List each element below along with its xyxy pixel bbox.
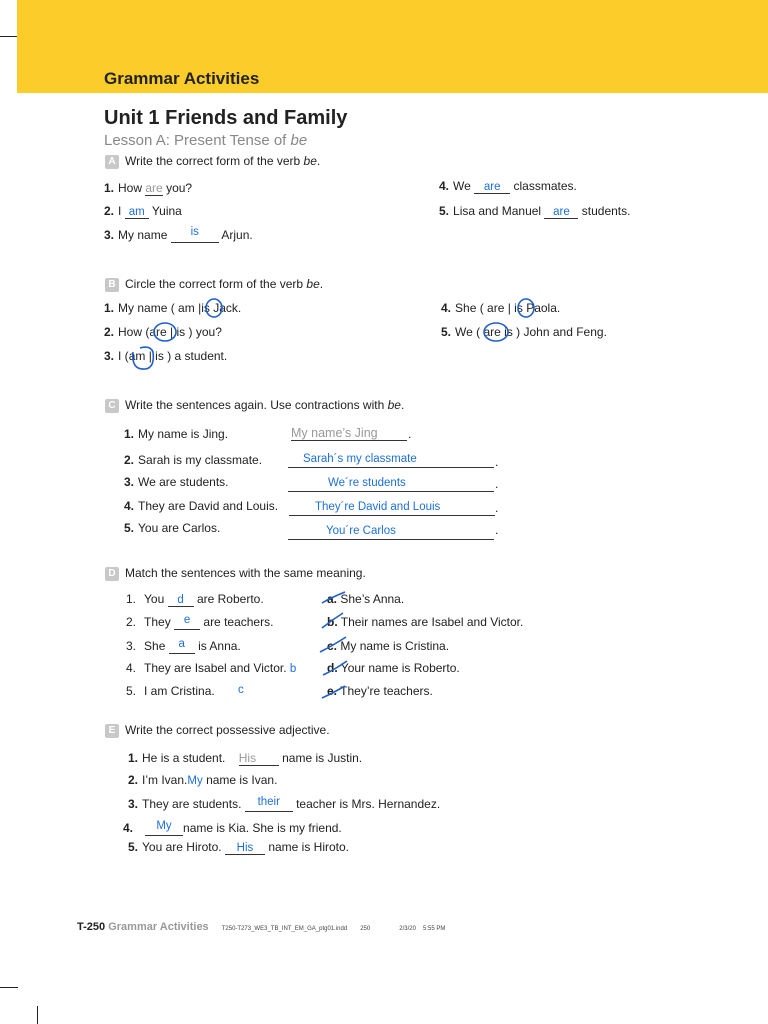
handwritten-answer: are [483,181,501,193]
crop-mark [0,36,18,37]
handwritten-answer: am [128,206,145,218]
section-e-instruction: E Write the correct possessive adjective. [105,723,330,738]
section-c-item-2: 2. Sarah is my classmate. [124,453,263,467]
section-a-item-2: 2. I am Yuina [104,204,182,218]
answer-line [289,497,495,516]
section-d-instruction: D Match the sentences with the same meaning. [105,566,366,581]
section-c-item-1: 1. My name is Jing. [124,427,229,441]
section-c-badge: C [105,399,119,413]
section-d-right-item: a. She’s Anna. [327,592,405,606]
footer-title: Grammar Activities [108,921,209,933]
handwritten-answer: are [553,206,570,218]
footer-file: T250-T273_WE3_TB_INT_EM_GA_ptg01.indd [221,926,348,932]
period: . [495,501,499,515]
section-a-item-1: 1. How are you? [104,181,193,195]
section-a-instruction: A Write the correct form of the verb be. [105,154,320,169]
section-d-left-item: 1. You d are Roberto. [126,592,264,606]
handwritten-answer: My [187,775,203,787]
section-c-item-3: 3. We are students. [124,475,229,489]
handwritten-answer: c [238,684,244,696]
period: . [408,427,412,441]
handwritten-answer: b [289,663,297,675]
answer-line [288,521,494,540]
footer [77,921,445,933]
period: . [495,523,499,537]
section-d-left-item: 4. They are Isabel and Victor. b [126,661,297,675]
section-d-right-item: c. My name is Cristina. [327,639,450,653]
section-b-item-2: 2. How (are | is ) you? [104,325,222,339]
circled-option: are [483,325,501,339]
section-b-item-4: 4. She ( are | is Paola. [441,301,561,315]
sample-answer: My name’s Jing [291,426,407,441]
handwritten-answer: You´re Carlos [326,525,396,537]
circled-option: is [201,301,210,315]
handwritten-answer: e [183,614,191,626]
circled-option: am [128,349,146,363]
section-d-right-item: d. Your name is Roberto. [327,661,460,675]
section-d-right-item: b. Their names are Isabel and Victor. [327,615,524,629]
sample-answer: are [145,181,163,195]
section-b-item-5: 5. We ( are is ) John and Feng. [441,325,607,339]
section-a-item-4: 4. We are classmates. [439,179,577,193]
handwritten-answer: d [177,594,184,606]
handwritten-answer: is [190,226,199,238]
footer-file-page: 250 [360,926,371,932]
footer-date: 2/3/20 [399,926,416,932]
section-e-item-4: 4. My name is Kia. She is my friend. [123,820,342,835]
section-e-item-5: 5. You are Hiroto. His name is Hiroto. [128,840,350,854]
answer-line [288,449,494,468]
page-header-title: Grammar Activities [104,69,260,88]
section-d-badge: D [105,567,119,581]
handwritten-answer: their [257,796,280,808]
period: . [495,455,499,469]
section-b-item-3: 3. I (am | is ) a student. [104,349,228,363]
section-d-right-item: e. They’re teachers. [327,684,433,698]
section-e-item-1: 1. He is a student. His name is Justin. [128,751,363,765]
handwritten-answer: His [236,842,254,854]
section-a-badge: A [105,155,119,169]
section-b-badge: B [105,278,119,292]
section-c-item-4: 4. They are David and Louis. [124,499,279,513]
section-c-instruction: C Write the sentences again. Use contractions with be. [105,398,404,413]
circled-option: is [514,301,523,315]
section-e-badge: E [105,724,119,738]
section-a-item-5: 5. Lisa and Manuel are students. [439,204,631,218]
section-e-item-3: 3. They are students. their teacher is Mrs. Hernandez. [128,796,441,811]
section-c-item-5: 5. You are Carlos. [124,521,221,535]
handwritten-answer: We´re students [328,477,406,489]
unit-title: Unit 1 Friends and Family [104,107,348,129]
section-a-item-3: 3. My name is Arjun. [104,226,253,242]
section-d-left-item: 3. She a is Anna. [126,638,241,653]
section-e-item-2: 2. I’m Ivan.My name is Ivan. [128,773,278,787]
handwritten-answer: Sarah´s my classmate [303,453,417,465]
crop-mark [37,1006,38,1024]
answer-line [288,473,494,492]
handwritten-answer: They´re David and Louis [315,501,441,513]
period: . [495,477,499,491]
section-d-left-item: 2. They e are teachers. [126,614,274,629]
section-b-item-1: 1. My name ( am |is Jack. [104,301,242,315]
handwritten-answer: My [156,820,172,832]
circled-option: are [149,325,167,339]
section-d-left-item: 5. I am Cristina. c [126,684,244,698]
footer-page-number: T-250 [77,921,106,933]
crop-mark [0,987,18,988]
handwritten-answer: a [178,638,185,650]
lesson-title: Lesson A: Present Tense of be [104,132,308,149]
footer-time: 5:55 PM [423,926,446,932]
section-b-instruction: B Circle the correct form of the verb be. [105,277,323,292]
sample-answer: His [238,751,257,765]
